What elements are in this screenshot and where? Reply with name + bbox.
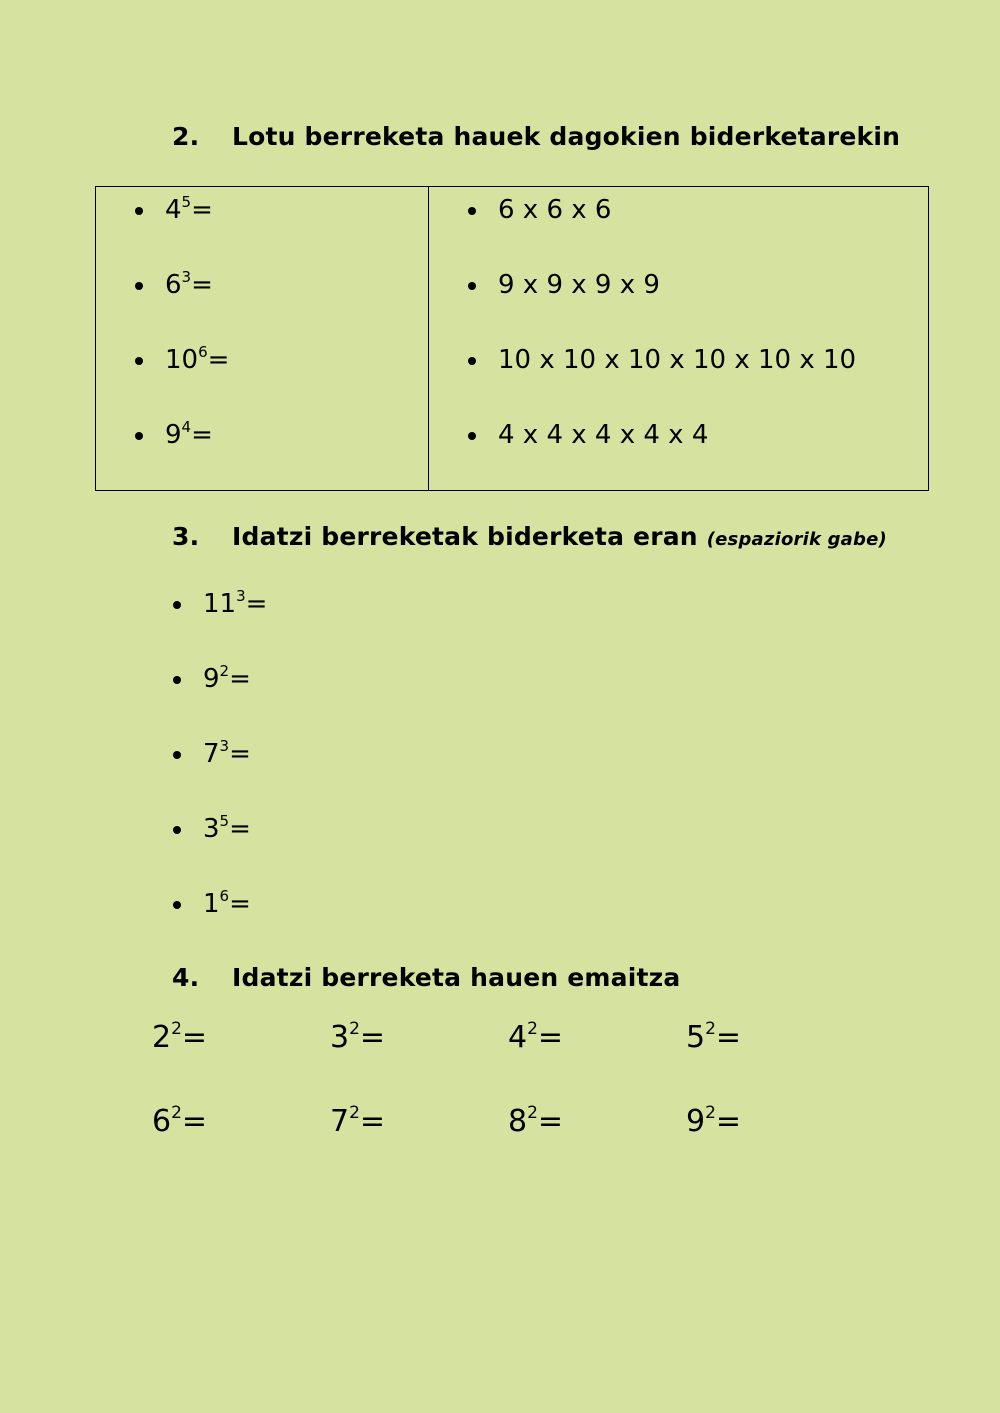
section-2-heading — [172, 122, 900, 151]
square-item[interactable]: $3^2=$ — [330, 1019, 386, 1055]
power-answer-item[interactable]: $7^3=$ — [203, 734, 267, 809]
section-number: 2. — [172, 122, 200, 151]
power-item[interactable]: $10^6=$ — [165, 340, 428, 415]
section-title: Idatzi berreketa hauen emaitza — [232, 963, 681, 992]
products-column — [429, 187, 929, 491]
squares-row — [152, 1102, 864, 1186]
squares-grid — [152, 1018, 864, 1186]
square-item[interactable]: $2^2=$ — [152, 1019, 208, 1055]
product-item[interactable]: 10 x 10 x 10 x 10 x 10 x 10 — [498, 340, 928, 415]
section-4-heading — [172, 963, 680, 992]
power-answer-item[interactable]: $3^5=$ — [203, 809, 267, 884]
section-3-heading — [172, 522, 887, 551]
product-item[interactable]: 4 x 4 x 4 x 4 x 4 — [498, 415, 928, 490]
product-item[interactable]: 6 x 6 x 6 — [498, 190, 928, 265]
square-item[interactable]: $8^2=$ — [508, 1103, 564, 1139]
product-item[interactable]: 9 x 9 x 9 x 9 — [498, 265, 928, 340]
power-item[interactable]: $4^5=$ — [165, 190, 428, 265]
power-answer-item[interactable]: $11^3=$ — [203, 584, 267, 659]
square-item[interactable]: $7^2=$ — [330, 1103, 386, 1139]
square-item[interactable]: $6^2=$ — [152, 1103, 208, 1139]
power-answer-item[interactable]: $1^6=$ — [203, 884, 267, 959]
section-number: 4. — [172, 963, 200, 992]
square-item[interactable]: $9^2=$ — [686, 1103, 742, 1139]
squares-row — [152, 1018, 864, 1102]
power-item[interactable]: $9^4=$ — [165, 415, 428, 490]
power-answer-item[interactable]: $9^2=$ — [203, 659, 267, 734]
section-note: (espaziorik gabe) — [706, 529, 887, 550]
powers-column — [96, 187, 429, 491]
square-item[interactable]: $5^2=$ — [686, 1019, 742, 1055]
power-list — [203, 584, 267, 959]
square-item[interactable]: $4^2=$ — [508, 1019, 564, 1055]
section-title: Idatzi berreketak biderketa eran — [232, 522, 698, 551]
matching-table — [95, 186, 929, 491]
section-title: Lotu berreketa hauek dagokien biderketarekin — [232, 122, 901, 151]
power-item[interactable]: $6^3=$ — [165, 265, 428, 340]
section-number: 3. — [172, 522, 200, 551]
